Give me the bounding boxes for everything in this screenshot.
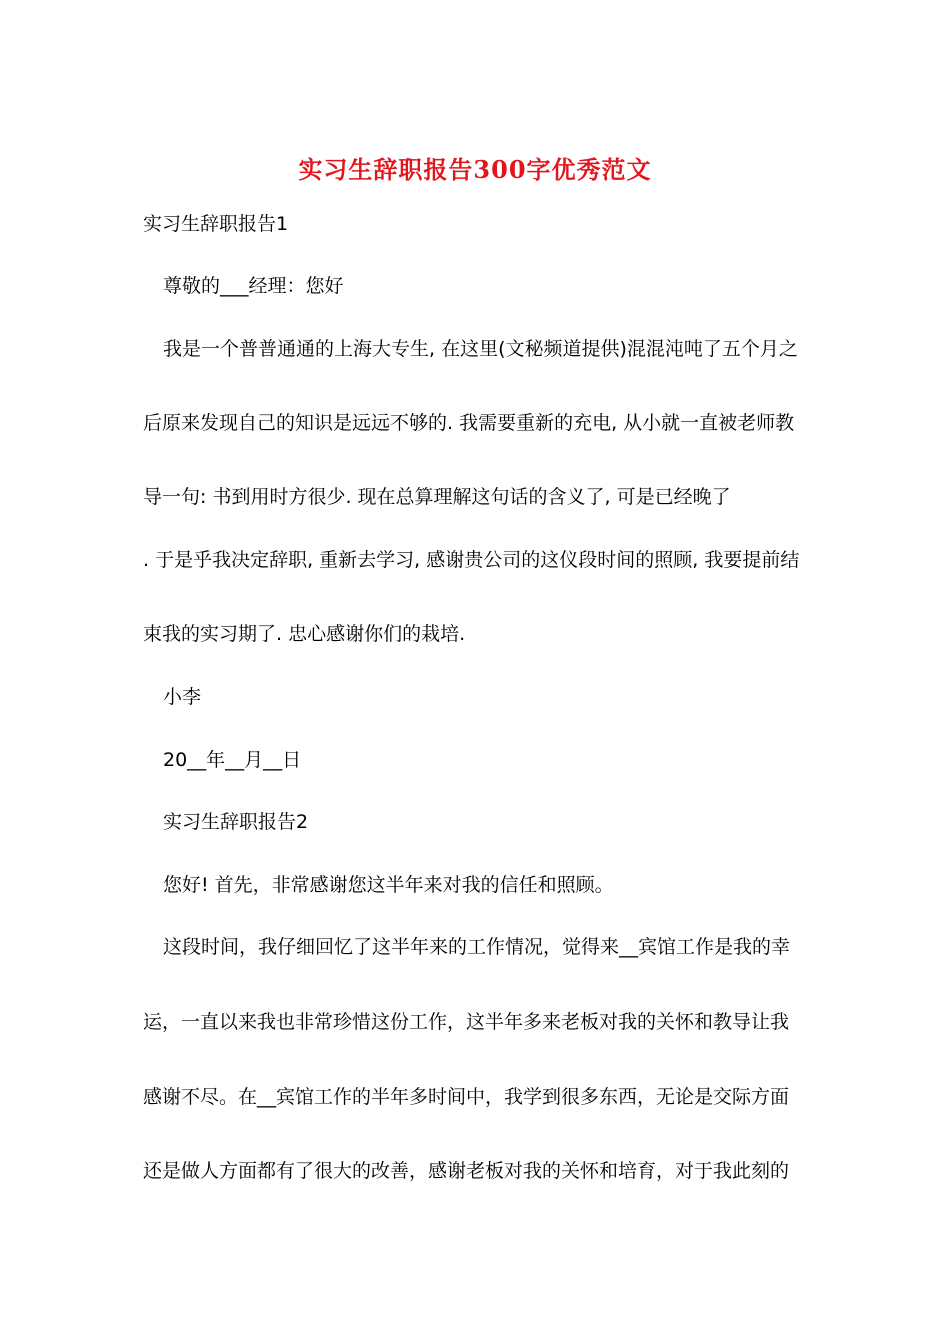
document-title: 实习生辞职报告300字优秀范文: [298, 155, 652, 184]
paragraph-line: 我是一个普普通通的上海大专生, 在这里(文秘频道提供)混混沌吨了五个月之: [163, 338, 798, 360]
salutation-1: 尊敬的___经理：您好: [163, 275, 344, 297]
paragraph-line: 这段时间，我仔细回忆了这半年来的工作情况，觉得来__宾馆工作是我的幸: [163, 936, 791, 958]
paragraph-line: 导一句: 书到用时方很少. 现在总算理解这句话的含义了, 可是已经晚了: [143, 486, 731, 508]
paragraph-line: . 于是乎我决定辞职, 重新去学习, 感谢贵公司的这仪段时间的照顾, 我要提前结: [143, 549, 800, 571]
signature-name: 小李: [163, 686, 202, 708]
paragraph-line: 运，一直以来我也非常珍惜这份工作，这半年多来老板对我的关怀和教导让我: [143, 1011, 790, 1033]
paragraph-line: 感谢不尽。在__宾馆工作的半年多时间中，我学到很多东西，无论是交际方面: [143, 1086, 790, 1108]
paragraph-line: 您好! 首先，非常感谢您这半年来对我的信任和照顾。: [163, 874, 614, 896]
signature-date: 20__年__月__日: [163, 749, 302, 771]
section-heading-1: 实习生辞职报告1: [143, 213, 289, 235]
paragraph-line: 还是做人方面都有了很大的改善，感谢老板对我的关怀和培育，对于我此刻的: [143, 1160, 790, 1182]
section-heading-2: 实习生辞职报告2: [163, 811, 309, 833]
paragraph-line: 后原来发现自己的知识是远远不够的. 我需要重新的充电, 从小就一直被老师教: [143, 412, 795, 434]
paragraph-line: 束我的实习期了. 忠心感谢你们的栽培.: [143, 623, 466, 645]
